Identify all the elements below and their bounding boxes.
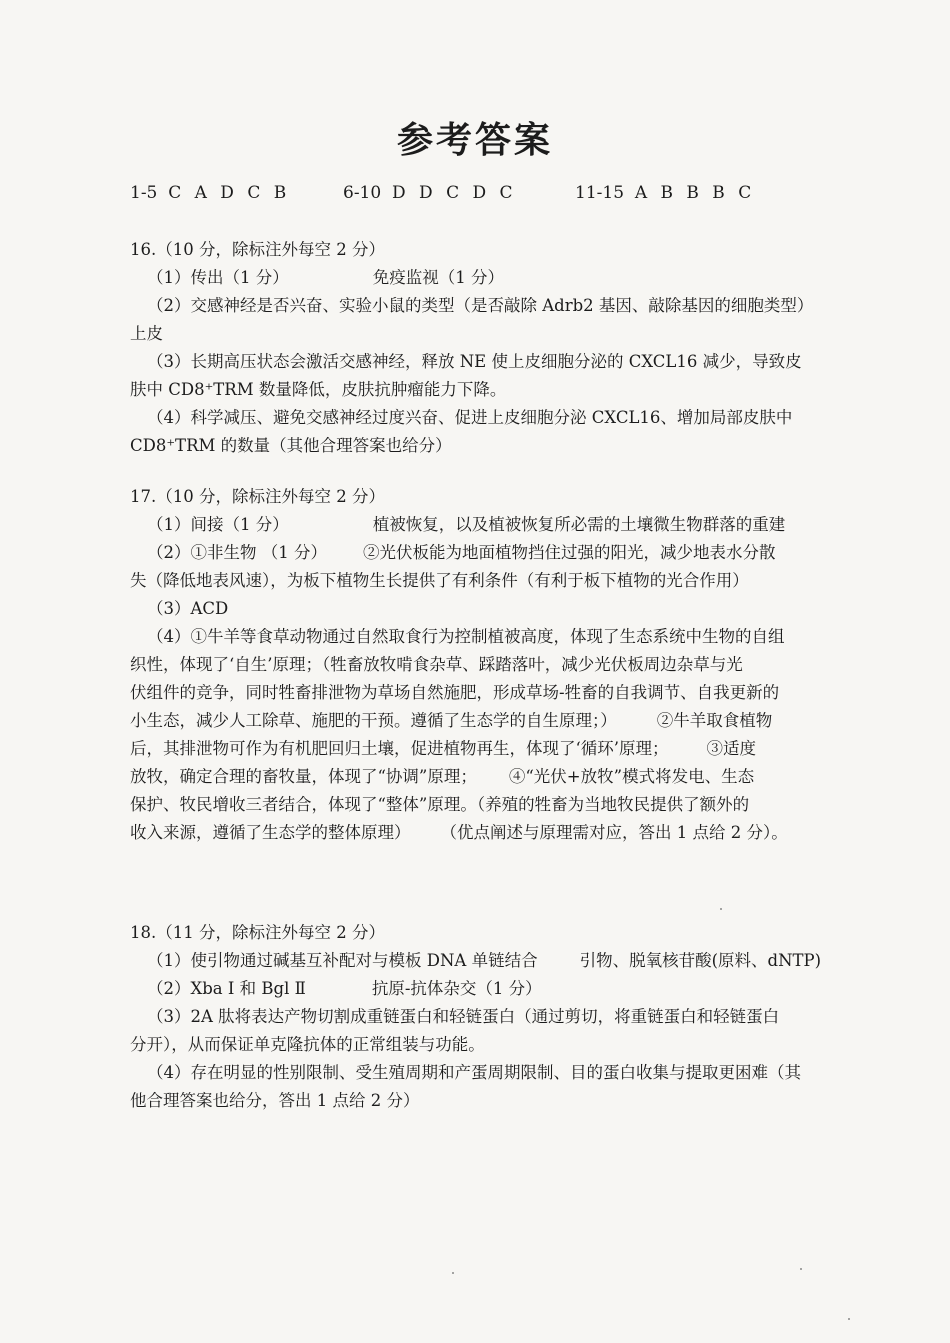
q17-part4: （4）①牛羊等食草动物通过自然取食行为控制植被高度，体现了生态系统中生物的自组 <box>147 627 785 646</box>
mc-answers: D D C D C <box>392 183 517 203</box>
q17-header: 17.（10 分，除标注外每空 2 分） <box>130 487 385 506</box>
q17-line <box>130 539 826 567</box>
q18-part1-a: （1）使引物通过碱基互补配对与模板 DNA 单链结合 <box>147 951 538 970</box>
q17-part2-a: （2）①非生物 （1 分） <box>147 543 327 562</box>
question-18 <box>130 919 826 1115</box>
q17-part3: （3）ACD <box>147 599 229 618</box>
mc-range: 1-5 <box>130 183 158 203</box>
mc-group-2 <box>343 183 517 203</box>
mc-answers: C A D C B <box>168 183 291 203</box>
mc-range: 11-15 <box>575 183 625 203</box>
q16-part2-cont: 上皮 <box>130 324 163 343</box>
scan-speck <box>452 1272 454 1274</box>
q18-part2-b: 抗原-抗体杂交（1 分） <box>371 979 542 998</box>
q16-part3: （3）长期高压状态会激活交感神经，释放 NE 使上皮细胞分泌的 CXCL16 减少，导致皮 <box>147 352 802 371</box>
q16-part4: （4）科学减压、避免交感神经过度兴奋、促进上皮细胞分泌 CXCL16、增加局部皮肤中 <box>147 408 793 427</box>
q17-scoring-note: （优点阐述与原理需对应，答出 1 点给 2 分）。 <box>440 823 788 842</box>
q17-line <box>130 819 826 847</box>
q16-part4-cont: CD8⁺TRM 的数量（其他合理答案也给分） <box>130 436 452 455</box>
q17-part4-text: 收入来源，遵循了生态学的整体原理） <box>130 823 411 842</box>
q17-line <box>130 735 826 763</box>
question-17 <box>130 483 826 847</box>
q17-line <box>130 511 826 539</box>
q17-part4-text: 后，其排泄物可作为有机肥回归土壤，促进植物再生，体现了‘循环’原理； <box>130 739 669 758</box>
q17-line <box>130 707 826 735</box>
q16-part2: （2）交感神经是否兴奋、实验小鼠的类型（是否敲除 Adrb2 基因、敲除基因的细胞类型） <box>147 296 814 315</box>
q17-part2-b: ②光伏板能为地面植物挡住过强的阳光，减少地表水分散 <box>363 543 776 562</box>
q17-part1-a: （1）间接（1 分） <box>147 515 289 534</box>
mc-answers: A B B B C <box>634 183 756 203</box>
q18-part3-cont: 分开），从而保证单克隆抗体的正常组装与功能。 <box>130 1035 485 1054</box>
q18-part4-cont: 他合理答案也给分，答出 1 点给 2 分） <box>130 1091 420 1110</box>
q17-part2-cont: 失（降低地表风速），为板下植物生长提供了有利条件（有利于板下植物的光合作用） <box>130 571 749 590</box>
scan-speck <box>848 1318 850 1320</box>
q16-part3-cont: 肤中 CD8⁺TRM 数量降低，皮肤抗肿瘤能力下降。 <box>130 380 507 399</box>
q17-part4-text: ②牛羊取食植物 <box>656 711 773 730</box>
q17-part4-cont: 织性，体现了‘自生’原理；（牲畜放牧啃食杂草、踩踏落叶，减少光伏板周边杂草与光 <box>130 655 743 674</box>
q18-part4: （4）存在明显的性别限制、受生殖周期和产蛋周期限制、目的蛋白收集与提取更困难（其 <box>147 1063 801 1082</box>
q17-part4-text: 小生态，减少人工除草、施肥的干预。遵循了生态学的自生原理；） <box>130 711 617 730</box>
question-16 <box>130 236 826 460</box>
q17-part4-text: ④“光伏+放牧”模式将发电、生态 <box>508 767 755 786</box>
q16-line <box>130 264 826 292</box>
q18-header: 18.（11 分，除标注外每空 2 分） <box>130 923 385 942</box>
mc-group-1 <box>130 183 290 203</box>
q16-part1-a: （1）传出（1 分） <box>147 268 289 287</box>
mc-range: 6-10 <box>343 183 382 203</box>
q18-line <box>130 975 826 1003</box>
q17-part4-text: 放牧，确定合理的畜牧量，体现了“协调”原理； <box>130 767 477 786</box>
q16-header: 16.（10 分，除标注外每空 2 分） <box>130 240 385 259</box>
scan-speck <box>720 908 722 910</box>
q18-part3: （3）2A 肽将表达产物切割成重链蛋白和轻链蛋白（通过剪切，将重链蛋白和轻链蛋白 <box>147 1007 780 1026</box>
q16-part1-b: 免疫监视（1 分） <box>372 268 504 287</box>
q17-part1-b: 植被恢复，以及植被恢复所必需的土壤微生物群落的重建 <box>372 515 786 534</box>
q18-part2-a: （2）Xba Ⅰ 和 Bgl Ⅱ <box>147 979 306 998</box>
q18-part1-b: 引物、脱氧核苷酸(原料、dNTP) <box>579 951 822 970</box>
q17-part4-cont: 伏组件的竞争，同时牲畜排泄物为草场自然施肥，形成草场-牲畜的自我调节、自我更新的 <box>130 683 780 702</box>
q18-line <box>130 947 826 975</box>
scan-speck <box>800 1268 802 1270</box>
q17-line <box>130 763 826 791</box>
q17-part4-cont: 保护、牧民增收三者结合，体现了“整体”原理。（养殖的牲畜为当地牧民提供了额外的 <box>130 795 750 814</box>
page-title: 参考答案 <box>396 119 553 161</box>
q17-part4-text: ③适度 <box>706 739 756 758</box>
mc-group-3 <box>575 183 755 203</box>
